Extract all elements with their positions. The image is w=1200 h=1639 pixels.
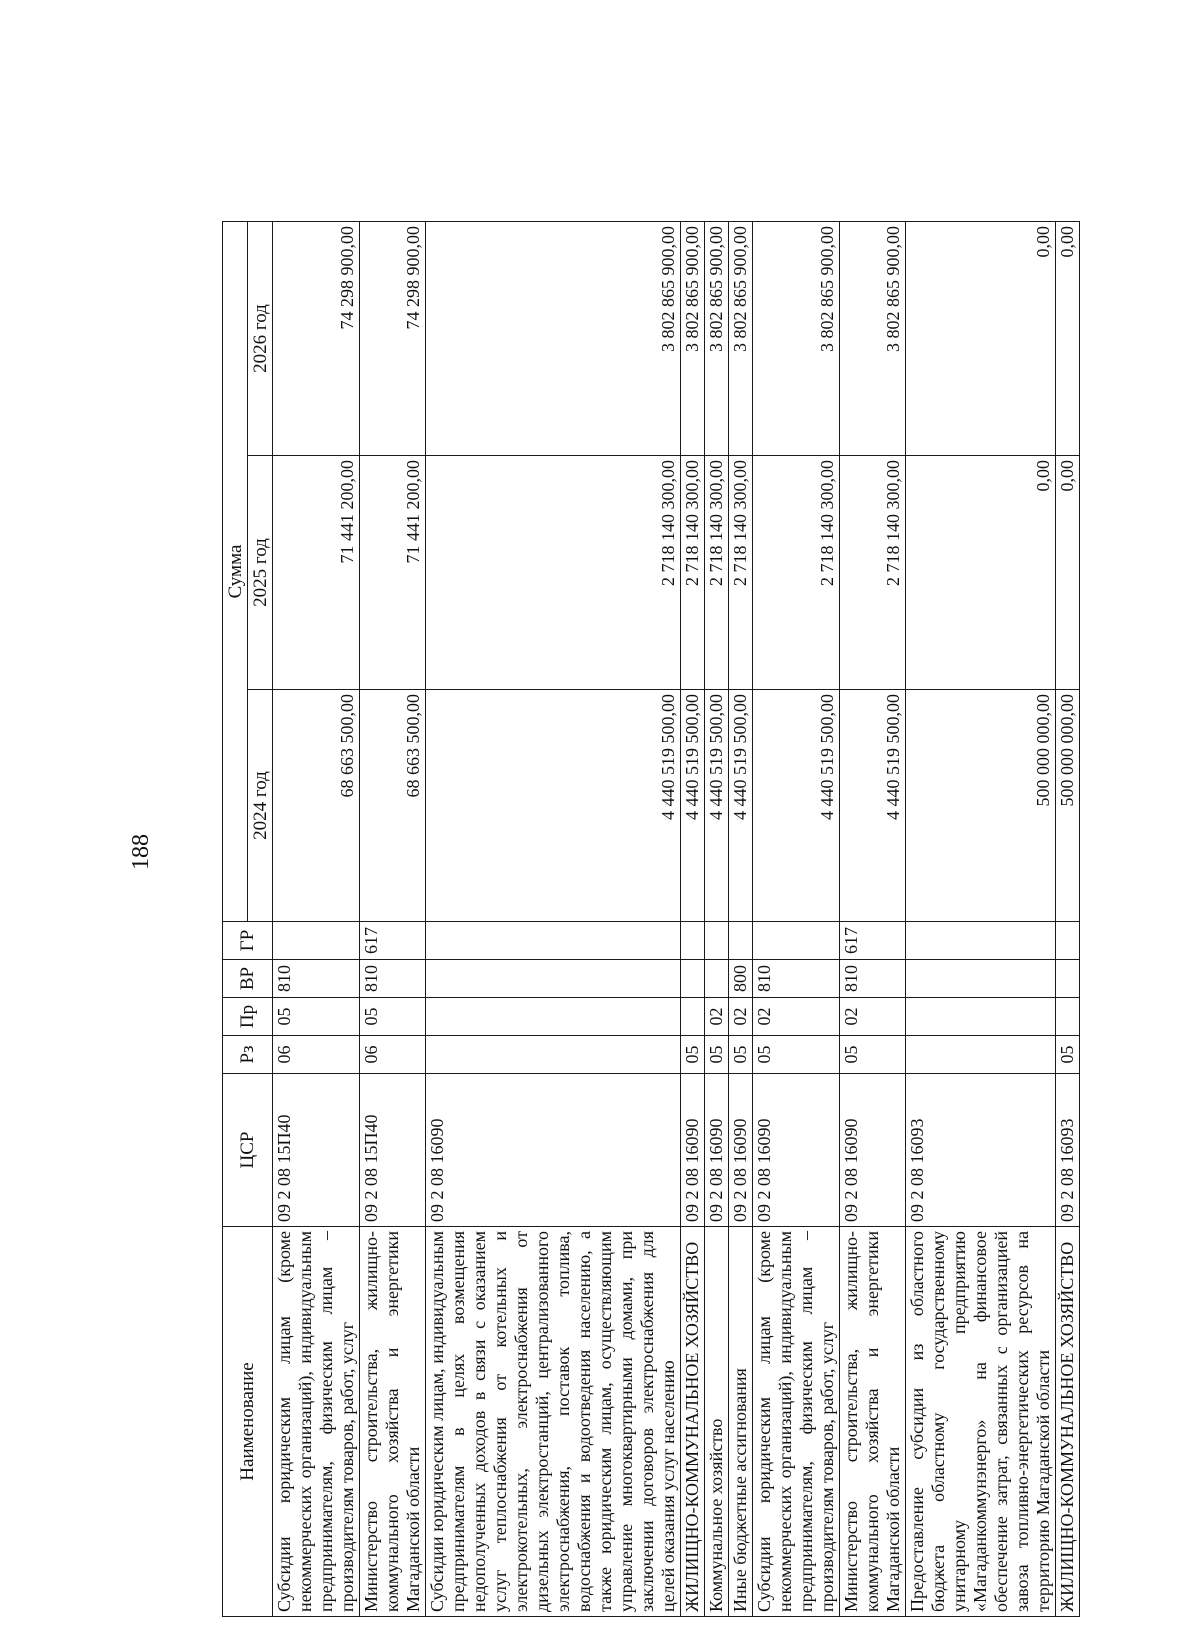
row-rz: 05 (840, 1036, 906, 1074)
row-2024: 68 663 500,00 (273, 690, 360, 922)
row-2025: 71 441 200,00 (360, 456, 426, 690)
page-number: 188 (128, 834, 154, 870)
row-2025: 2 718 140 300,00 (426, 456, 681, 690)
row-2026: 3 802 865 900,00 (705, 222, 729, 456)
row-2024: 4 440 519 500,00 (426, 690, 681, 922)
row-name: Субсидии юридическим лицам (кроме некоммерческих организаций), индивидуальным предпринимателям, физическим лицам – производителям товаров, работ, услуг (273, 1227, 360, 1617)
row-name: Министерство строительства, жилищно-коммунального хозяйства и энергетики Магаданской области (840, 1227, 906, 1617)
row-csr: 09 2 08 16093 (906, 1074, 1056, 1227)
row-2026: 3 802 865 900,00 (753, 222, 840, 456)
row-2024: 4 440 519 500,00 (705, 690, 729, 922)
row-vr (906, 960, 1056, 998)
row-gr (273, 922, 360, 960)
row-csr: 09 2 08 16090 (753, 1074, 840, 1227)
table-row (705, 222, 729, 1617)
table-row (681, 222, 705, 1617)
row-2025: 2 718 140 300,00 (840, 456, 906, 690)
row-gr (426, 922, 681, 960)
row-gr: 617 (840, 922, 906, 960)
header-name: Наименование (223, 1227, 273, 1617)
row-name: ЖИЛИЩНО-КОММУНАЛЬНОЕ ХОЗЯЙСТВО (681, 1227, 705, 1617)
row-2026: 3 802 865 900,00 (840, 222, 906, 456)
table-row (426, 222, 681, 1617)
row-gr: 617 (360, 922, 426, 960)
row-name: Министерство строительства, жилищно-коммунального хозяйства и энергетики Магаданской области (360, 1227, 426, 1617)
row-pr (426, 998, 681, 1036)
row-2026: 0,00 (906, 222, 1056, 456)
row-csr: 09 2 08 16090 (681, 1074, 705, 1227)
row-rz: 05 (705, 1036, 729, 1074)
row-2026: 74 298 900,00 (273, 222, 360, 456)
row-rz: 06 (273, 1036, 360, 1074)
header-rz: Рз (223, 1036, 273, 1074)
header-gr: ГР (223, 922, 273, 960)
row-2024: 4 440 519 500,00 (729, 690, 753, 922)
row-rz: 05 (729, 1036, 753, 1074)
row-csr: 09 2 08 16090 (729, 1074, 753, 1227)
row-pr (681, 998, 705, 1036)
table-row (906, 222, 1056, 1617)
row-2024: 4 440 519 500,00 (840, 690, 906, 922)
row-gr (705, 922, 729, 960)
row-rz: 05 (681, 1036, 705, 1074)
row-vr: 810 (360, 960, 426, 998)
row-name: Субсидии юридическим лицам (кроме некоммерческих организаций), индивидуальным предпринимателям, физическим лицам – производителям товаров, работ, услуг (753, 1227, 840, 1617)
row-vr (705, 960, 729, 998)
row-name: Субсидии юридическим лицам, индивидуальным предпринимателям в целях возмещения недополученных доходов в связи с оказанием услуг теплоснабжения от котельных и электрокотельных, электроснабжения от дизельных электростанций, централизованного электроснабжения, поставок топлива, водоснабжения и водоотведения населению, а также юридическим лицам, осуществляющим управление многоквартирными домами, при заключении договоров электроснабжения для целей оказания услуг населению (426, 1227, 681, 1617)
row-pr: 05 (360, 998, 426, 1036)
row-pr: 02 (840, 998, 906, 1036)
row-pr (906, 998, 1056, 1036)
header-2025: 2025 год (248, 456, 273, 690)
budget-table (222, 221, 1080, 1617)
row-pr: 05 (273, 998, 360, 1036)
row-2024: 500 000 000,00 (1056, 690, 1080, 922)
table-row (360, 222, 426, 1617)
row-pr (1056, 998, 1080, 1036)
row-rz: 05 (1056, 1036, 1080, 1074)
row-name: Иные бюджетные ассигнования (729, 1227, 753, 1617)
row-vr (426, 960, 681, 998)
row-csr: 09 2 08 15П40 (273, 1074, 360, 1227)
row-2025: 71 441 200,00 (273, 456, 360, 690)
row-2024: 4 440 519 500,00 (681, 690, 705, 922)
row-2025: 2 718 140 300,00 (681, 456, 705, 690)
table-row (753, 222, 840, 1617)
row-2026: 0,00 (1056, 222, 1080, 456)
row-pr: 02 (753, 998, 840, 1036)
row-2025: 2 718 140 300,00 (753, 456, 840, 690)
row-gr (753, 922, 840, 960)
row-pr: 02 (729, 998, 753, 1036)
row-rz (906, 1036, 1056, 1074)
row-vr: 810 (273, 960, 360, 998)
row-vr (1056, 960, 1080, 998)
header-2026: 2026 год (248, 222, 273, 456)
row-name: Коммунальное хозяйство (705, 1227, 729, 1617)
row-gr (681, 922, 705, 960)
header-pr: Пр (223, 998, 273, 1036)
row-2026: 3 802 865 900,00 (729, 222, 753, 456)
table-row (729, 222, 753, 1617)
header-2024: 2024 год (248, 690, 273, 922)
table-row (1056, 222, 1080, 1617)
row-vr: 800 (729, 960, 753, 998)
row-csr: 09 2 08 16090 (426, 1074, 681, 1227)
row-2025: 0,00 (906, 456, 1056, 690)
row-2024: 4 440 519 500,00 (753, 690, 840, 922)
header-vr: ВР (223, 960, 273, 998)
row-rz: 05 (753, 1036, 840, 1074)
row-csr: 09 2 08 16093 (1056, 1074, 1080, 1227)
row-vr: 810 (840, 960, 906, 998)
row-gr (729, 922, 753, 960)
header-sum: Сумма (223, 222, 248, 922)
row-2025: 2 718 140 300,00 (729, 456, 753, 690)
header-csr: ЦСР (223, 1074, 273, 1227)
row-2026: 74 298 900,00 (360, 222, 426, 456)
row-vr (681, 960, 705, 998)
row-2024: 68 663 500,00 (360, 690, 426, 922)
row-gr (1056, 922, 1080, 960)
rotated-table-wrapper (222, 222, 1077, 1617)
table-row (840, 222, 906, 1617)
row-name: ЖИЛИЩНО-КОММУНАЛЬНОЕ ХОЗЯЙСТВО (1056, 1227, 1080, 1617)
table-row (273, 222, 360, 1617)
row-pr: 02 (705, 998, 729, 1036)
row-rz: 06 (360, 1036, 426, 1074)
row-rz (426, 1036, 681, 1074)
row-csr: 09 2 08 16090 (840, 1074, 906, 1227)
row-2026: 3 802 865 900,00 (426, 222, 681, 456)
row-2026: 3 802 865 900,00 (681, 222, 705, 456)
row-name: Предоставление субсидии из областного бюджета областному государственному унитарному предприятию «Магаданкоммунэнерго» на финансовое обеспечение затрат, связанных с организацией завоза топливно-энергетических ресурсов на территорию Магаданской области (906, 1227, 1056, 1617)
row-vr: 810 (753, 960, 840, 998)
row-2025: 0,00 (1056, 456, 1080, 690)
row-2025: 2 718 140 300,00 (705, 456, 729, 690)
row-csr: 09 2 08 16090 (705, 1074, 729, 1227)
row-gr (906, 922, 1056, 960)
row-csr: 09 2 08 15П40 (360, 1074, 426, 1227)
row-2024: 500 000 000,00 (906, 690, 1056, 922)
